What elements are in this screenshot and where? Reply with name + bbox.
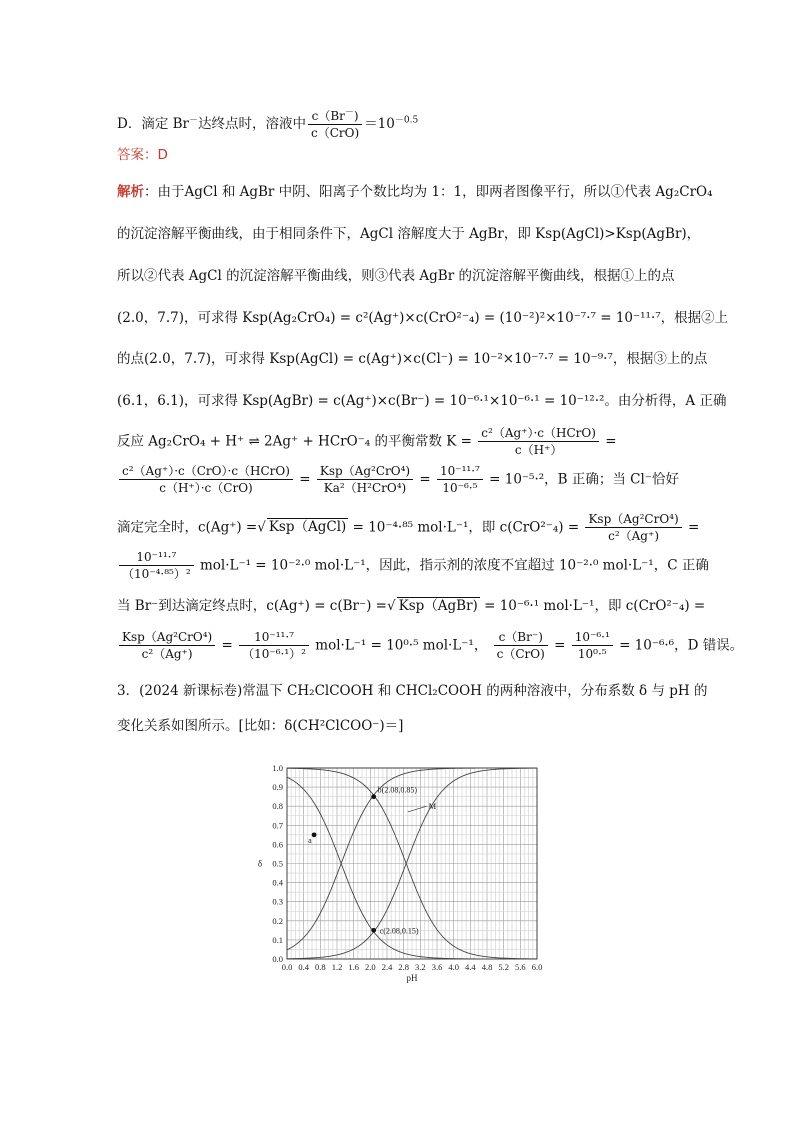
data-point: [371, 794, 376, 799]
x-axis-label: pH: [406, 973, 418, 983]
x-tick-label: 1.6: [348, 962, 359, 972]
x-tick-label: 3.2: [415, 962, 426, 972]
question-3-line-1: 3．(2024 新课标卷)常温下 CH₂ClCOOH 和 CHCl₂COOH 的两种溶液中，分布系数 δ 与 pH 的: [117, 683, 708, 699]
question-3-line-2: 变化关系如图所示。[比如：δ(CH²ClCOO⁻)＝]: [117, 718, 404, 734]
x-tick-label: 2.4: [381, 962, 393, 972]
y-tick-label: 0.7: [272, 820, 283, 831]
x-tick-label: 4.8: [481, 962, 493, 972]
analysis-line-2: 的沉淀溶解平衡曲线，由于相同条件下，AgCl 溶解度大于 AgBr，即 Ksp(AgCl)>Ksp(AgBr)，: [117, 226, 701, 242]
y-axis-label: δ: [257, 858, 263, 869]
analysis-line-5: 的点(2.0，7.7)，可求得 Ksp(AgCl) = c(Ag⁺)×c(Cl⁻) = 10⁻²×10⁻⁷·⁷ = 10⁻⁹·⁷，根据③上的点: [117, 351, 708, 367]
y-tick-label: 0.8: [272, 801, 283, 812]
x-tick-label: 5.2: [498, 962, 509, 972]
y-tick-label: 0.4: [272, 877, 283, 888]
y-tick-label: 0.2: [272, 915, 283, 926]
analysis-line-11: 当 Br⁻到达滴定终点时，c(Ag⁺) = c(Br⁻) =√ Ksp（AgBr) = 10⁻⁶·¹ mol·L⁻¹，即 c(CrO²⁻₄) =: [117, 598, 706, 614]
x-tick-label: 3.6: [431, 962, 443, 972]
annotation-leader: [408, 806, 427, 812]
analysis-line-3: 所以②代表 AgCl 的沉淀溶解平衡曲线，则③代表 AgBr 的沉淀溶解平衡曲线，根据①上的点: [117, 268, 675, 284]
fraction: $\frac{c(Br^-)}{\text{c（CrO)}}$: [308, 108, 362, 141]
point-label: c(2.08,0.15): [379, 926, 419, 936]
chart-marks: [308, 786, 437, 936]
y-tick-label: 0.6: [272, 839, 283, 850]
analysis-line-7: 反应 Ag₂CrO₄ + H⁺ ⇌ 2Ag⁺ + HCrO⁻₄ 的平衡常数 K = $\frac{\text{c²（Ag⁺）·c（HCrO)}}{c(H^+)}$ =: [117, 426, 617, 458]
x-tick-label: 4.4: [465, 962, 476, 972]
analysis-line-10: $\frac{\text{10⁻¹¹·⁷}}{\text{（10⁻⁴·⁸⁵）²}}$ mol·L⁻¹ = 10⁻²·⁰ mol·L⁻¹，因此，指示剂的浓度不宜超过 10⁻²·⁰ mol·L⁻¹，C 正确: [117, 550, 694, 582]
analysis-line-4: (2.0，7.7)，可求得 Ksp(Ag₂CrO₄) = c²(Ag⁺)×c(CrO²⁻₄) = (10⁻²)²×10⁻⁷·⁷ = 10⁻¹¹·⁷，根据②上: [117, 310, 729, 326]
y-tick-label: 0.1: [272, 934, 283, 945]
point-label: b(2.08,0.85): [377, 785, 417, 795]
annotation-label: M: [428, 801, 437, 812]
analysis-line-12: $\frac{\text{Ksp（Ag²CrO⁴)}}{\text{c²（Ag⁺)}}$ = $\frac{\text{10⁻¹¹·⁷}}{\text{（10⁻⁶·¹）²}}$ mol·L⁻¹ = 10⁰·⁵ mol·L⁻¹， $\frac{c(Br^-)}{\text{c（CrO)}}$ = $\frac{\text{10⁻⁶·¹}}{\text{10⁰·⁵}}$ = 10⁻⁶·⁶，D 错误。: [117, 630, 694, 662]
x-tick-label: 6.0: [531, 962, 543, 972]
x-tick-label: 2.8: [398, 962, 409, 972]
analysis-line-6: (6.1，6.1)，可求得 Ksp(AgBr) = c(Ag⁺)×c(Br⁻) = 10⁻⁶·¹×10⁻⁶·¹ = 10⁻¹²·²。由分析得，A 正确: [117, 393, 727, 409]
x-tick-label: 0.8: [315, 962, 326, 972]
option-d: D．滴定 Br－达终点时，溶液中 $\frac{c(Br^-)}{\text{c（CrO)}}$ $=10^{-0.5}$: [117, 108, 419, 141]
y-tick-label: 0.5: [272, 858, 283, 869]
x-tick-label: 0.0: [281, 962, 293, 972]
analysis-line-1: 解析：由于AgCl 和 AgBr 中阴、阳离子个数比均为 1：1，即两者图像平行，所以①代表 Ag₂CrO₄: [117, 184, 713, 200]
y-tick-label: 0.3: [272, 896, 283, 907]
y-tick-label: 0.0: [272, 954, 283, 964]
x-tick-label: 0.4: [298, 962, 309, 972]
distribution-chart: [250, 760, 550, 992]
analysis-line-8: $\frac{\text{c²（Ag⁺）·c（CrO）·c（HCrO)}}{\text{c（H⁺）·c（CrO)}}$ = $\frac{\text{Ksp（Ag²CrO⁴)}}{\text{Ka²（H²CrO⁴)}}$ = $\frac{\text{10⁻¹¹·⁷}}{\text{10⁻⁶·⁵}}$ = 10⁻⁵·²，B 正确；当 Cl⁻恰好: [117, 464, 694, 496]
data-point: [312, 832, 317, 837]
x-tick-label: 5.6: [515, 962, 526, 972]
analysis-line-9: 滴定完全时，c(Ag⁺) =√ Ksp（AgCl) = 10⁻⁴·⁸⁵ mol·L⁻¹，即 c(CrO²⁻₄) = $\frac{\text{Ksp（Ag²CrO⁴)}}{\text{c²（Ag⁺)}}$ =: [117, 512, 700, 544]
y-tick-label: 1.0: [272, 763, 283, 773]
data-point: [371, 928, 376, 933]
x-tick-label: 2.0: [365, 962, 376, 972]
answer-line: 答案：D: [117, 147, 168, 163]
x-tick-label: 4.0: [448, 962, 459, 972]
y-tick-label: 0.9: [272, 782, 283, 793]
x-tick-label: 1.2: [331, 962, 343, 972]
point-label: a: [308, 835, 312, 845]
